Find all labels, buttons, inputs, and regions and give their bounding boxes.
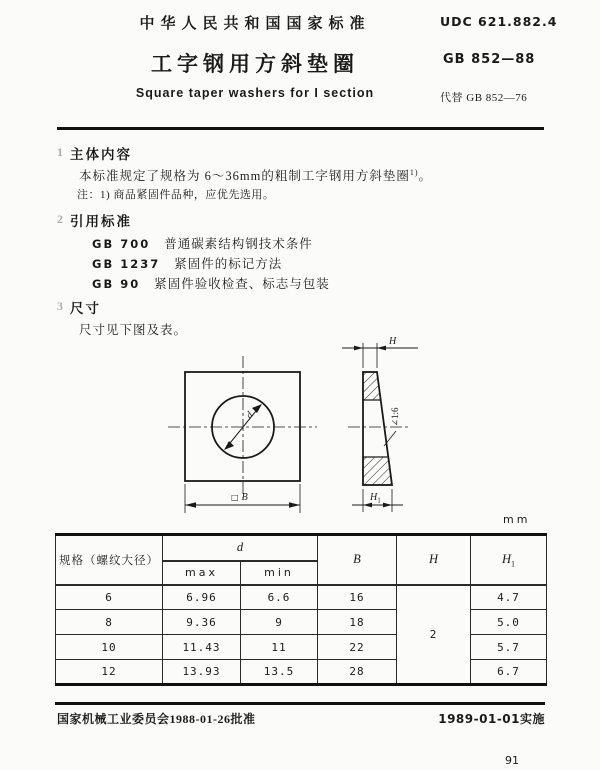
hatched-section-top xyxy=(363,372,381,400)
reference-name: 普通碳素结构钢技术条件 xyxy=(164,237,313,251)
merged-H-cell: 2 xyxy=(397,585,471,685)
document-title-cn: 工字钢用方斜垫圈 xyxy=(151,52,359,76)
reference-standard xyxy=(92,254,282,272)
table-row: 8 9.36 9 18 5.0 xyxy=(56,610,547,635)
column-header-H1: $H_1$ xyxy=(471,535,547,585)
footer-divider xyxy=(55,702,545,705)
header-divider xyxy=(57,127,544,130)
side-view xyxy=(342,343,418,512)
footnote-marker: 1) xyxy=(409,167,419,177)
table-unit: mm xyxy=(503,513,531,526)
table-row: 12 13.93 13.5 28 6.7 xyxy=(56,660,547,685)
dimension-table xyxy=(55,533,547,686)
reference-code: GB 90 xyxy=(92,277,141,291)
implementation-date: 1989-01-01实施 xyxy=(438,712,545,726)
column-header-d: d xyxy=(163,535,318,561)
washer-technical-drawing xyxy=(130,335,470,520)
approval-text: 国家机械工业委员会1988-01-26批准 xyxy=(57,712,256,726)
height-H1-label: $H_1$ xyxy=(370,492,381,505)
section-3-number: 3 xyxy=(57,299,63,313)
table-row: 6 6.96 6.6 16 2 4.7 xyxy=(56,585,547,610)
udc-number: UDC 621.882.4 xyxy=(440,14,558,29)
front-view xyxy=(168,356,317,513)
reference-code: GB 700 xyxy=(92,237,151,251)
section-2-number: 2 xyxy=(57,212,63,226)
hole-diameter-label: d xyxy=(244,409,256,422)
column-header-spec: 规格（螺纹大径） xyxy=(56,535,163,585)
height-H-label: H xyxy=(389,336,397,347)
hatched-section-bottom xyxy=(363,457,392,485)
page-number: 91 xyxy=(505,754,519,767)
column-header-max: max xyxy=(163,561,241,585)
reference-standard xyxy=(92,274,330,292)
table-row: 10 11.43 11 22 5.7 xyxy=(56,635,547,660)
national-standard-heading: 中华人民共和国国家标准 xyxy=(139,16,371,32)
standard-number: GB 852—88 xyxy=(443,52,536,67)
column-header-min: min xyxy=(241,561,318,585)
reference-name: 紧固件验收检查、标志与包装 xyxy=(154,277,330,291)
section-1-note: 注：1) 商品紧固件品种，应优先选用。 xyxy=(77,189,275,201)
section-2-title: 引用标准 xyxy=(70,214,132,229)
column-header-H: H xyxy=(397,535,471,585)
taper-ratio-label: ∠1:6 xyxy=(390,407,400,427)
section-1-number: 1 xyxy=(57,145,63,159)
replaces-note: 代替 GB 852—76 xyxy=(440,92,528,104)
reference-name: 紧固件的标记方法 xyxy=(174,257,283,271)
document-title-en: Square taper washers for I section xyxy=(135,86,375,100)
section-3-title: 尺寸 xyxy=(70,301,101,316)
washer-outline xyxy=(185,372,300,481)
reference-standard xyxy=(92,234,313,252)
section-3-paragraph: 尺寸见下图及表。 xyxy=(79,323,188,337)
reference-code: GB 1237 xyxy=(92,257,161,271)
square-width-label: □ B xyxy=(231,492,248,503)
column-header-B: B xyxy=(318,535,397,585)
section-1-paragraph: 本标准规定了规格为 6～36mm的粗制工字钢用方斜垫圈$^{1)}$。 xyxy=(79,167,433,183)
section-1-title: 主体内容 xyxy=(70,147,132,162)
